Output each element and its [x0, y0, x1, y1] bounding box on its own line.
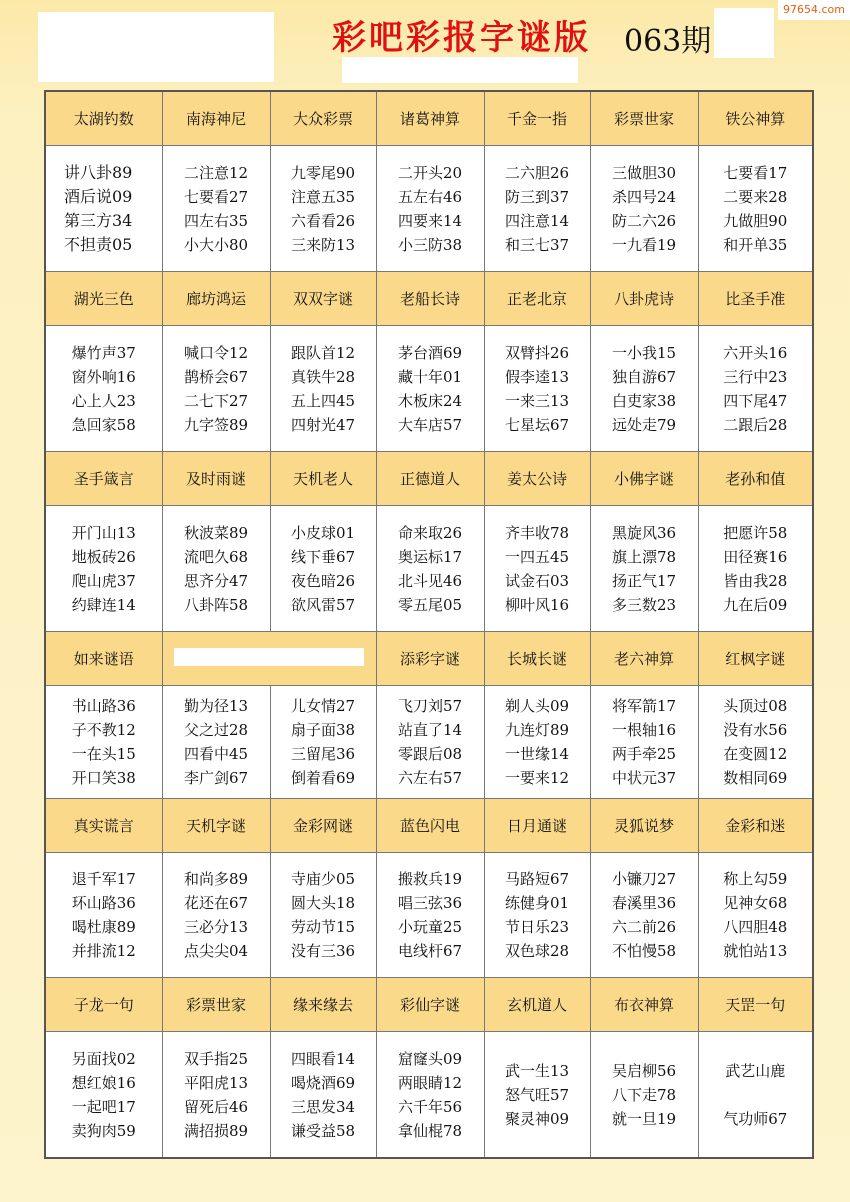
- riddle-line: 爬山虎37: [71, 571, 136, 590]
- redaction-box: [38, 12, 274, 82]
- riddle-line: 不担责05: [64, 234, 133, 254]
- riddle-line: 倒着看69: [290, 769, 356, 787]
- riddle-line: 二注意12: [183, 163, 249, 182]
- riddle-line: 武一生13: [504, 1061, 570, 1080]
- riddle-line: 假李逵13: [504, 367, 570, 386]
- riddle-line: 八卦阵58: [183, 595, 249, 614]
- riddle-line: 七要看17: [723, 163, 788, 182]
- riddle-line: 七星坛67: [504, 415, 570, 434]
- riddle-line: 节日乐23: [504, 918, 570, 936]
- redaction-box: [342, 57, 578, 83]
- riddle-line: 田径赛16: [723, 547, 788, 566]
- riddle-line: 四下尾47: [723, 391, 788, 410]
- riddle-line: 三来防13: [290, 235, 356, 254]
- riddle-line: 零跟后08: [397, 745, 463, 763]
- riddle-line: 皆由我28: [723, 571, 788, 590]
- riddle-line: 二七下27: [183, 391, 249, 410]
- riddle-cell: [270, 326, 376, 452]
- riddle-line: 喊口令12: [183, 343, 249, 362]
- riddle-line: 五上四45: [290, 391, 356, 410]
- riddle-cell: [376, 146, 484, 272]
- riddle-cell: [270, 853, 376, 978]
- riddle-line: 拿仙棍78: [397, 1121, 463, 1140]
- riddle-line: 四看中45: [183, 745, 249, 763]
- riddle-line: 试金石03: [504, 571, 570, 590]
- riddle-line: 远处走79: [611, 415, 677, 434]
- riddle-cell: [484, 686, 590, 799]
- column-header: 及时雨谜: [162, 452, 270, 506]
- riddle-cell: [270, 146, 376, 272]
- riddle-cell: [376, 686, 484, 799]
- riddle-line: 爆竹声37: [71, 343, 136, 362]
- riddle-line: 和尚多89: [183, 870, 249, 888]
- riddle-line: 剃人头09: [504, 697, 570, 715]
- riddle-cell: [484, 146, 590, 272]
- riddle-cell: [590, 686, 698, 799]
- riddle-line: 酒后说09: [64, 186, 133, 206]
- riddle-line: 约肆连14: [71, 595, 136, 614]
- riddle-line: 一在头15: [71, 745, 136, 763]
- content-row: [45, 686, 813, 799]
- riddle-cell: [484, 326, 590, 452]
- riddle-cell: [590, 326, 698, 452]
- riddle-cell: [45, 506, 162, 632]
- column-header: 比圣手准: [698, 272, 813, 326]
- riddle-line: 防二六26: [611, 211, 677, 230]
- riddle-cell: [590, 506, 698, 632]
- riddle-line: 旗上漂78: [611, 547, 677, 566]
- column-header: 真实谎言: [45, 799, 162, 853]
- riddle-cell: [162, 1032, 270, 1159]
- riddle-line: 四眼看14: [290, 1049, 356, 1068]
- riddle-cell: [45, 146, 162, 272]
- column-header: 大众彩票: [270, 91, 376, 146]
- redaction-box: [174, 648, 364, 666]
- riddle-line: 夜色暗26: [290, 571, 356, 590]
- riddle-line: 飞刀刘57: [397, 697, 463, 715]
- riddle-line: 窟窿头09: [397, 1049, 463, 1068]
- riddle-line: 想红娘16: [71, 1073, 136, 1092]
- column-header: 玄机道人: [484, 978, 590, 1032]
- riddle-line: 怒气旺57: [504, 1085, 570, 1104]
- header-row: [45, 91, 813, 146]
- riddle-line: [699, 1083, 813, 1107]
- column-header: 红枫字谜: [698, 632, 813, 686]
- issue-number: 063期: [624, 24, 712, 59]
- riddle-line: 九在后09: [723, 595, 788, 614]
- riddle-line: 练健身01: [504, 894, 570, 912]
- riddle-line: 第三方34: [64, 210, 133, 230]
- riddle-cell: [162, 853, 270, 978]
- riddle-line: 三留尾36: [290, 745, 356, 763]
- riddle-line: 藏十年01: [397, 367, 463, 386]
- riddle-cell: [376, 1032, 484, 1159]
- column-header: 铁公神算: [698, 91, 813, 146]
- riddle-line: 急回家58: [71, 415, 136, 434]
- riddle-line: 小镰刀27: [611, 870, 677, 888]
- riddle-line: 聚灵神09: [504, 1109, 570, 1128]
- riddle-line: 一根轴16: [611, 721, 677, 739]
- riddle-cell: [698, 146, 813, 272]
- column-header: 子龙一句: [45, 978, 162, 1032]
- column-header: 彩票世家: [590, 91, 698, 146]
- riddle-cell: [162, 146, 270, 272]
- riddle-line: 小皮球01: [290, 523, 356, 542]
- riddle-line: 小玩童25: [397, 918, 463, 936]
- riddle-cell: [376, 506, 484, 632]
- column-header: 天罡一句: [698, 978, 813, 1032]
- riddle-line: 不怕慢58: [611, 942, 677, 960]
- riddle-line: 大车店57: [397, 415, 463, 434]
- riddle-line: 防三到37: [504, 187, 570, 206]
- riddle-line: 马路短67: [504, 870, 570, 888]
- riddle-table: [44, 90, 814, 1159]
- column-header: 正德道人: [376, 452, 484, 506]
- riddle-line: 另面找02: [71, 1049, 136, 1068]
- riddle-cell: [162, 506, 270, 632]
- riddle-line: 三做胆30: [611, 163, 677, 182]
- riddle-line: 儿女情27: [290, 697, 356, 715]
- riddle-line: 小大小80: [183, 235, 249, 254]
- riddle-line: 一世缘14: [504, 745, 570, 763]
- riddle-line: 吴启柳56: [611, 1061, 677, 1080]
- column-header: 老船长诗: [376, 272, 484, 326]
- column-header: 湖光三色: [45, 272, 162, 326]
- riddle-line: 秋波菜89: [183, 523, 249, 542]
- riddle-cell: [45, 326, 162, 452]
- riddle-cell: [698, 326, 813, 452]
- riddle-line: 和三七37: [504, 235, 570, 254]
- riddle-line: 双臂抖26: [504, 343, 570, 362]
- riddle-line: 双手指25: [183, 1049, 249, 1068]
- riddle-line: 唱三弦36: [397, 894, 463, 912]
- riddle-line: 搬救兵19: [397, 870, 463, 888]
- riddle-line: 双色球28: [504, 942, 570, 960]
- riddle-line: 扇子面38: [290, 721, 356, 739]
- riddle-line: 三行中23: [723, 367, 788, 386]
- content-row: [45, 853, 813, 978]
- riddle-line: 三思发34: [290, 1097, 356, 1116]
- riddle-line: 并排流12: [71, 942, 136, 960]
- column-header: 彩仙字谜: [376, 978, 484, 1032]
- riddle-line: 开门山13: [71, 523, 136, 542]
- riddle-line: 零五尾05: [397, 595, 463, 614]
- column-header: 诸葛神算: [376, 91, 484, 146]
- riddle-line: 注意五35: [290, 187, 356, 206]
- riddle-line: 九做胆90: [723, 211, 788, 230]
- riddle-cell: [162, 686, 270, 799]
- column-header: 老孙和值: [698, 452, 813, 506]
- riddle-line: 流吧久68: [183, 547, 249, 566]
- riddle-cell: [484, 853, 590, 978]
- riddle-line: 称上勾59: [723, 870, 788, 888]
- riddle-line: 圆大头18: [290, 894, 356, 912]
- riddle-cell: [376, 853, 484, 978]
- riddle-line: 电线杆67: [397, 942, 463, 960]
- column-header: 廊坊鸿运: [162, 272, 270, 326]
- riddle-line: 谦受益58: [290, 1121, 356, 1140]
- riddle-line: 五左右46: [397, 187, 463, 206]
- riddle-line: 二跟后28: [723, 415, 788, 434]
- riddle-line: 齐丰收78: [504, 523, 570, 542]
- riddle-line: 线下垂67: [290, 547, 356, 566]
- riddle-cell: [698, 506, 813, 632]
- riddle-line: 九字签89: [183, 415, 249, 434]
- riddle-line: 喝杜康89: [71, 918, 136, 936]
- column-header: 老六神算: [590, 632, 698, 686]
- riddle-line: 二要来28: [723, 187, 788, 206]
- riddle-line: 白吏家38: [611, 391, 677, 410]
- riddle-line: 九连灯89: [504, 721, 570, 739]
- riddle-cell: [270, 686, 376, 799]
- riddle-line: 思齐分47: [183, 571, 249, 590]
- riddle-line: 茅台酒69: [397, 343, 463, 362]
- column-header: 灵狐说梦: [590, 799, 698, 853]
- riddle-line: 黑旋风36: [611, 523, 677, 542]
- column-header: 长城长谜: [484, 632, 590, 686]
- content-row: [45, 326, 813, 452]
- riddle-line: 春溪里36: [611, 894, 677, 912]
- riddle-line: 北斗见46: [397, 571, 463, 590]
- column-header: 如来谜语: [45, 632, 162, 686]
- riddle-line: 两手牵25: [611, 745, 677, 763]
- riddle-line: 勤为径13: [183, 697, 249, 715]
- riddle-line: 鹊桥会67: [183, 367, 249, 386]
- riddle-line: 二开头20: [397, 163, 463, 182]
- riddle-line: 地板砖26: [71, 547, 136, 566]
- riddle-cell: [45, 853, 162, 978]
- riddle-line: 站直了14: [397, 721, 463, 739]
- riddle-cell: [698, 686, 813, 799]
- riddle-line: 武艺山鹿: [725, 1061, 786, 1080]
- riddle-line: 卖狗肉59: [71, 1121, 136, 1140]
- redacted-header: [162, 632, 376, 686]
- riddle-line: 父之过28: [183, 721, 249, 739]
- riddle-line: 多三数23: [611, 595, 677, 614]
- column-header: 金彩和迷: [698, 799, 813, 853]
- riddle-cell: [270, 1032, 376, 1159]
- riddle-line: 就怕站13: [723, 942, 788, 960]
- column-header: 南海神尼: [162, 91, 270, 146]
- riddle-line: 点尖尖04: [183, 942, 249, 960]
- riddle-line: 六开头16: [723, 343, 788, 362]
- riddle-line: 一要来12: [504, 769, 570, 787]
- riddle-line: 四要来14: [397, 211, 463, 230]
- riddle-line: 两眼睛12: [397, 1073, 463, 1092]
- riddle-line: 头顶过08: [723, 697, 788, 715]
- column-header: 天机字谜: [162, 799, 270, 853]
- riddle-line: 杀四号24: [611, 187, 677, 206]
- riddle-line: 六左右57: [397, 769, 463, 787]
- column-header: 添彩字谜: [376, 632, 484, 686]
- riddle-line: 寺庙少05: [290, 870, 356, 888]
- riddle-line: 六二前26: [611, 918, 677, 936]
- riddle-cell: [162, 326, 270, 452]
- riddle-line: 数相同69: [723, 769, 788, 787]
- riddle-line: 在变圆12: [723, 745, 788, 763]
- riddle-line: 就一旦19: [611, 1109, 677, 1128]
- riddle-line: 没有三36: [290, 942, 356, 960]
- riddle-line: 环山路36: [71, 894, 136, 912]
- riddle-line: 留死后46: [183, 1097, 249, 1116]
- riddle-cell: [698, 1032, 813, 1159]
- riddle-line: 一九看19: [611, 235, 677, 254]
- riddle-line: 气功师67: [723, 1109, 788, 1128]
- riddle-line: 欲风雷57: [290, 595, 356, 614]
- column-header: 金彩网谜: [270, 799, 376, 853]
- riddle-line: 真铁牛28: [290, 367, 356, 386]
- column-header: 布衣神算: [590, 978, 698, 1032]
- riddle-line: 平阳虎13: [183, 1073, 249, 1092]
- column-header: 圣手箴言: [45, 452, 162, 506]
- page-title: 彩吧彩报字谜版: [332, 18, 591, 58]
- column-header: 正老北京: [484, 272, 590, 326]
- riddle-line: 六看看26: [290, 211, 356, 230]
- riddle-cell: [590, 146, 698, 272]
- column-header: 千金一指: [484, 91, 590, 146]
- header-row: [45, 632, 813, 686]
- content-row: [45, 1032, 813, 1159]
- content-row: [45, 506, 813, 632]
- riddle-line: 小三防38: [397, 235, 463, 254]
- riddle-line: 扬正气17: [611, 571, 677, 590]
- riddle-line: 书山路36: [71, 697, 136, 715]
- riddle-line: 开口笑38: [71, 769, 136, 787]
- riddle-cell: [45, 686, 162, 799]
- riddle-line: 将军箭17: [611, 697, 677, 715]
- riddle-line: 讲八卦89: [64, 162, 133, 182]
- riddle-cell: [698, 853, 813, 978]
- riddle-line: 满招损89: [183, 1121, 249, 1140]
- riddle-line: 见神女68: [723, 894, 788, 912]
- riddle-cell: [590, 853, 698, 978]
- riddle-line: 李广剑67: [183, 769, 249, 787]
- riddle-cell: [590, 1032, 698, 1159]
- riddle-line: 木板床24: [397, 391, 463, 410]
- site-watermark: 97654.com: [778, 0, 850, 20]
- column-header: 双双字谜: [270, 272, 376, 326]
- riddle-cell: [45, 1032, 162, 1159]
- riddle-line: 奥运标17: [397, 547, 463, 566]
- riddle-line: 三必分13: [183, 918, 249, 936]
- header-row: [45, 799, 813, 853]
- riddle-line: 花还在67: [183, 894, 249, 912]
- riddle-line: 退千军17: [71, 870, 136, 888]
- riddle-cell: [484, 506, 590, 632]
- column-header: 八卦虎诗: [590, 272, 698, 326]
- riddle-line: 四注意14: [504, 211, 570, 230]
- content-row: [45, 146, 813, 272]
- riddle-line: 八下走78: [611, 1085, 677, 1104]
- riddle-line: 六千年56: [397, 1097, 463, 1116]
- riddle-line: 九零尾90: [290, 163, 356, 182]
- riddle-line: 一四五45: [504, 547, 570, 566]
- riddle-line: 独自游67: [611, 367, 677, 386]
- riddle-cell: [484, 1032, 590, 1159]
- column-header: 天机老人: [270, 452, 376, 506]
- riddle-line: 一小我15: [611, 343, 677, 362]
- column-header: 日月通谜: [484, 799, 590, 853]
- column-header: 小佛字谜: [590, 452, 698, 506]
- column-header: 姜太公诗: [484, 452, 590, 506]
- riddle-line: 窗外响16: [71, 367, 136, 386]
- column-header: 蓝色闪电: [376, 799, 484, 853]
- riddle-cell: [270, 506, 376, 632]
- header-row: [45, 272, 813, 326]
- riddle-line: 跟队首12: [290, 343, 356, 362]
- column-header: 太湖钓数: [45, 91, 162, 146]
- riddle-line: 和开单35: [723, 235, 788, 254]
- riddle-line: 一来三13: [504, 391, 570, 410]
- header-row: [45, 452, 813, 506]
- riddle-line: 四射光47: [290, 415, 356, 434]
- riddle-line: 子不教12: [71, 721, 136, 739]
- riddle-line: 一起吧17: [71, 1097, 136, 1116]
- riddle-line: 四左右35: [183, 211, 249, 230]
- riddle-line: 把愿许58: [723, 523, 788, 542]
- riddle-cell: [376, 326, 484, 452]
- header-row: [45, 978, 813, 1032]
- riddle-line: 八四胆48: [723, 918, 788, 936]
- riddle-line: 劳动节15: [290, 918, 356, 936]
- riddle-line: 中状元37: [611, 769, 677, 787]
- riddle-line: 二六胆26: [504, 163, 570, 182]
- riddle-line: 柳叶风16: [504, 595, 570, 614]
- riddle-line: 喝烧酒69: [290, 1073, 356, 1092]
- riddle-line: 没有水56: [723, 721, 788, 739]
- riddle-line: 命来取26: [397, 523, 463, 542]
- redaction-box: [714, 8, 774, 58]
- column-header: 缘来缘去: [270, 978, 376, 1032]
- riddle-line: 七要看27: [183, 187, 249, 206]
- riddle-line: 心上人23: [71, 391, 136, 410]
- column-header: 彩票世家: [162, 978, 270, 1032]
